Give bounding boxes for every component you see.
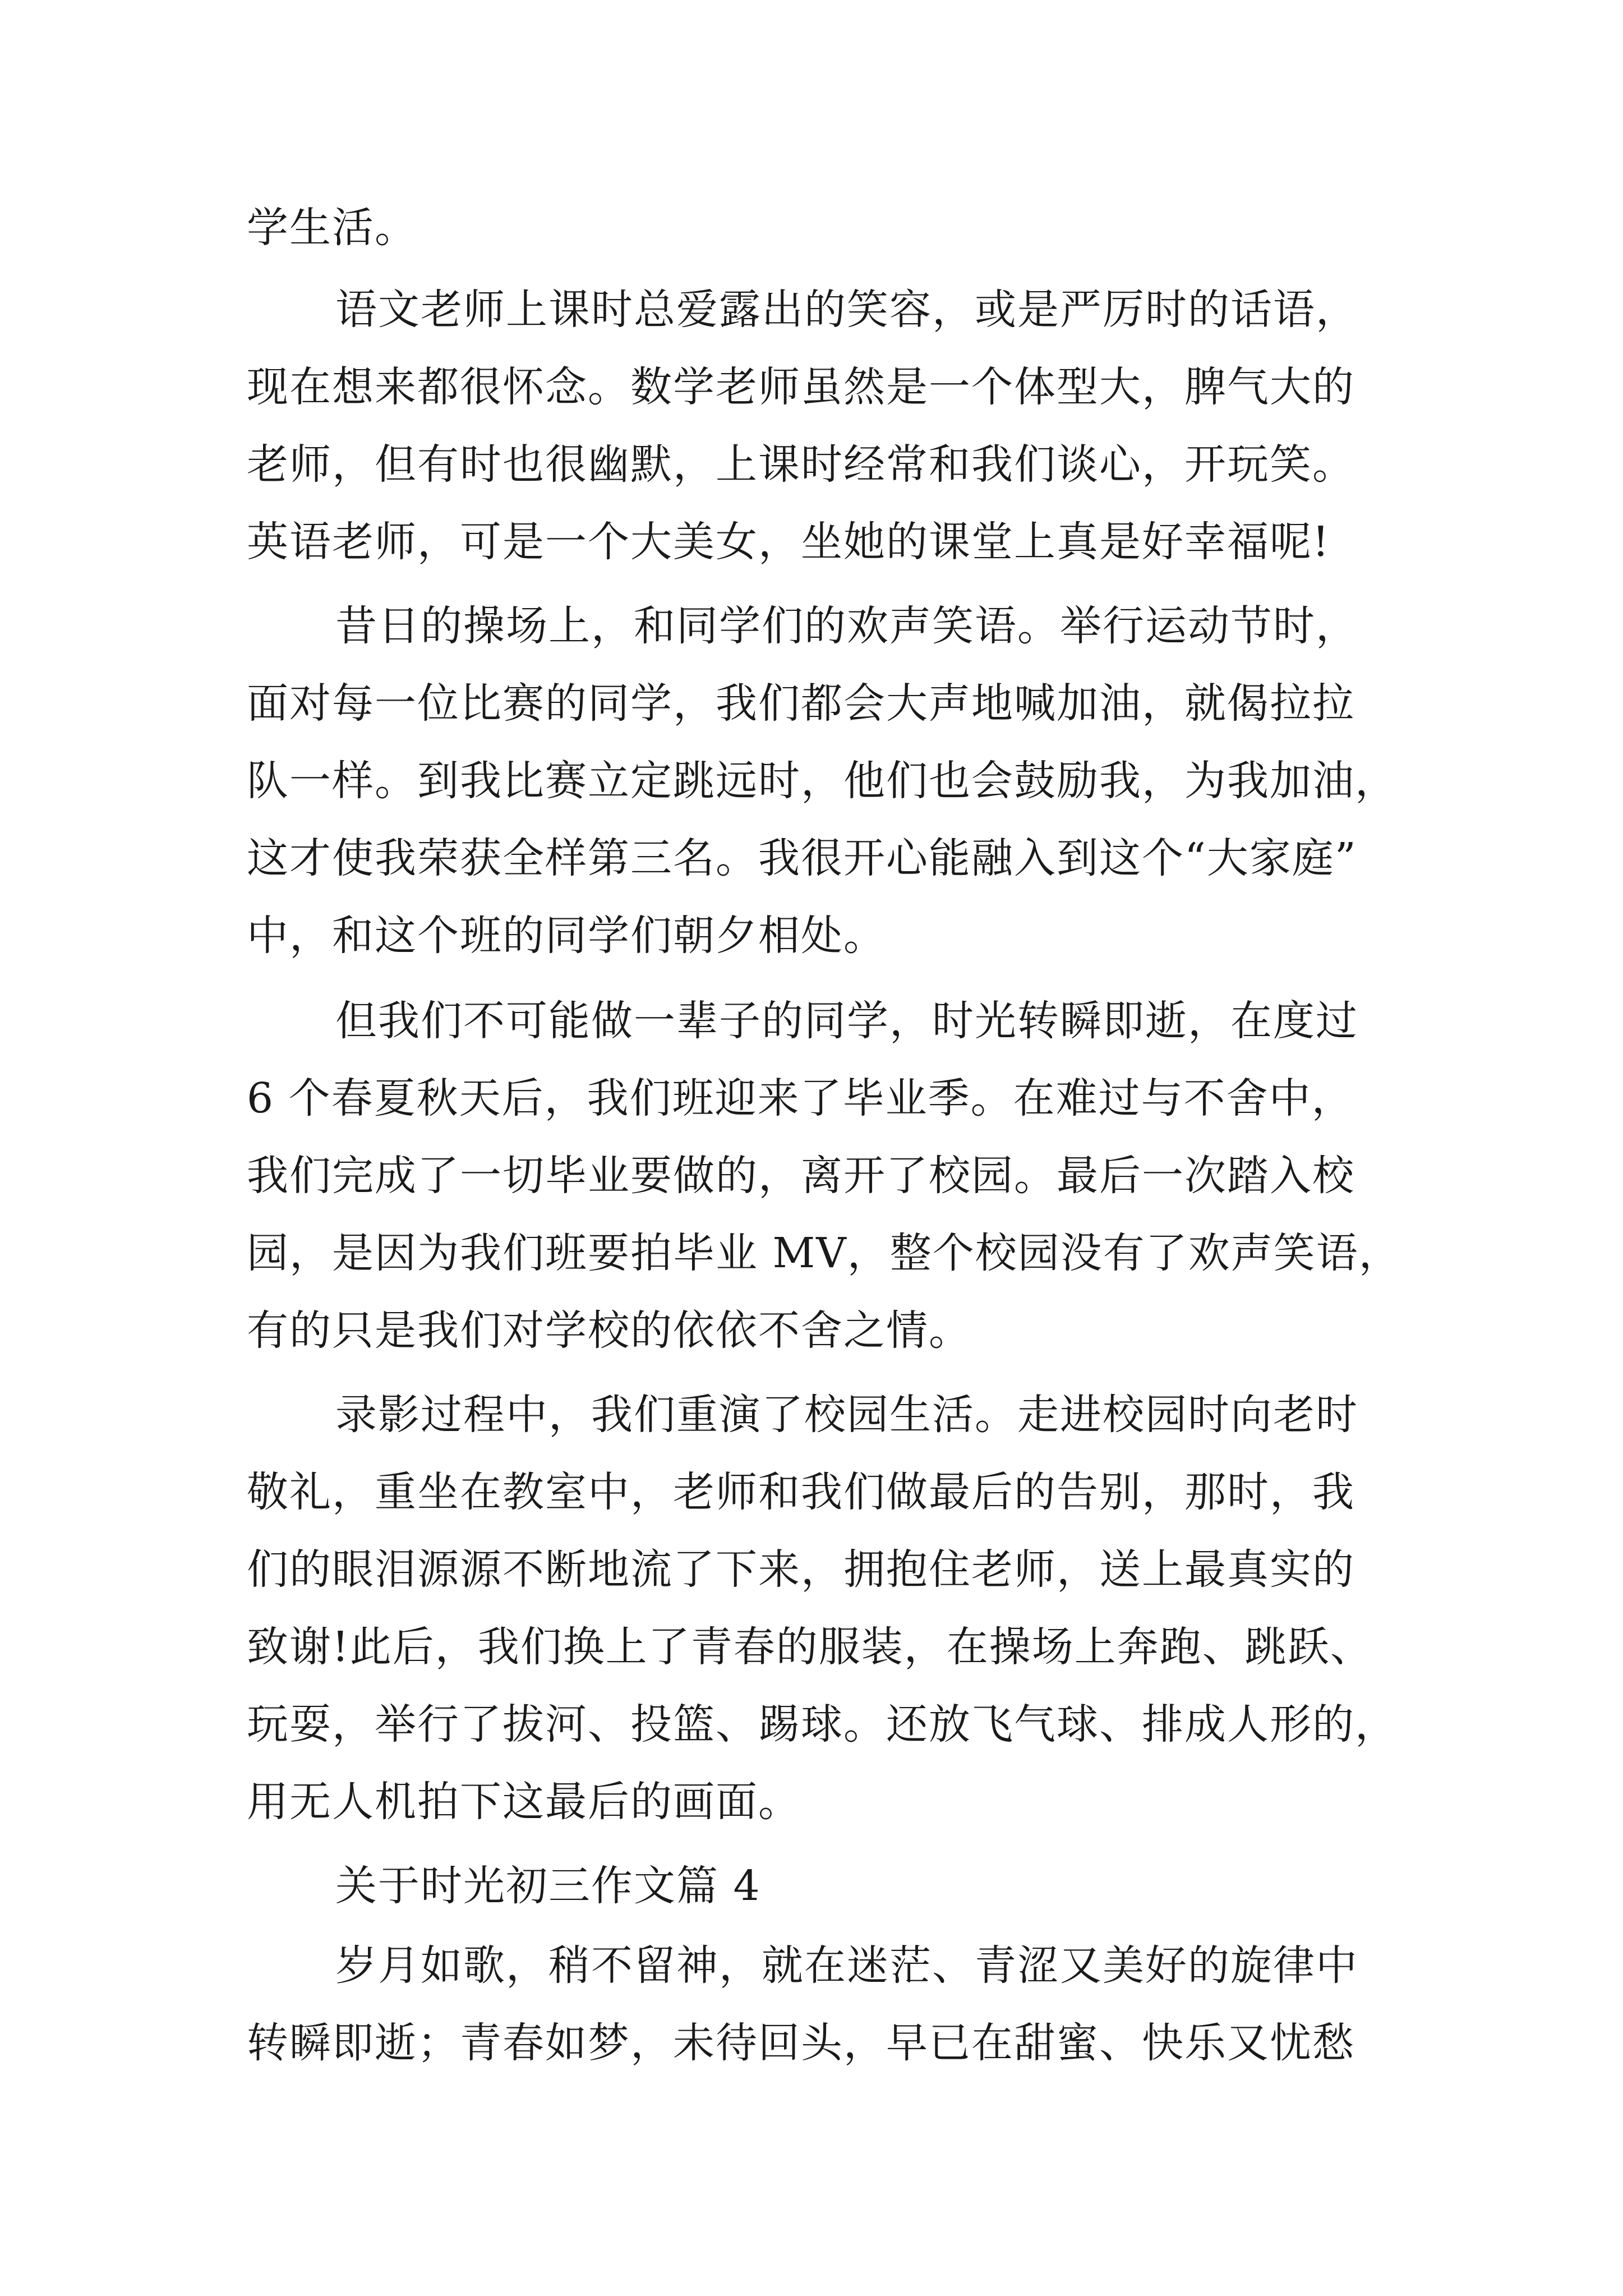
text-line: 转瞬即逝；青春如梦，未待回头，早已在甜蜜、快乐又忧愁 (247, 2019, 1355, 2067)
text-line: 我们完成了一切毕业要做的，离开了校园。最后一次踏入校 (247, 1152, 1355, 1200)
text-line: 现在想来都很怀念。数学老师虽然是一个体型大，脾气大的 (247, 363, 1355, 411)
text-line: 园，是因为我们班要拍毕业 MV，整个校园没有了欢声笑语， (247, 1229, 1401, 1277)
paragraph-start: 岁月如歌，稍不留神，就在迷茫、青涩又美好的旋律中 (335, 1941, 1358, 1990)
text-line: 6 个春夏秋天后，我们班迎来了毕业季。在难过与不舍中， (247, 1074, 1354, 1122)
text-line: 学生活。 (247, 204, 417, 252)
text-line: 老师，但有时也很幽默，上课时经常和我们谈心，开玩笑。 (247, 440, 1355, 489)
text-line: 英语老师，可是一个大美女，坐她的课堂上真是好幸福呢! (247, 518, 1330, 566)
paragraph-start: 录影过程中，我们重演了校园生活。走进校园时向老时 (335, 1391, 1358, 1439)
text-line: 中，和这个班的同学们朝夕相处。 (247, 912, 886, 960)
text-line: 玩耍，举行了拔河、投篮、踢球。还放飞气球、排成人形的， (247, 1700, 1398, 1749)
paragraph-start: 昔日的操场上，和同学们的欢声笑语。举行运动节时， (335, 602, 1358, 650)
paragraph-start: 语文老师上课时总爱露出的笑容，或是严厉时的话语， (335, 286, 1358, 334)
text-line: 面对每一位比赛的同学，我们都会大声地喊加油，就偈拉拉 (247, 679, 1355, 728)
text-line: 用无人机拍下这最后的画面。 (247, 1778, 801, 1826)
text-line: 队一样。到我比赛立定跳远时，他们也会鼓励我，为我加油， (247, 757, 1398, 805)
section-heading: 关于时光初三作文篇 4 (335, 1862, 761, 1910)
text-line: 们的眼泪源源不断地流了下来，拥抱住老师，送上最真实的 (247, 1545, 1355, 1594)
paragraph-start: 但我们不可能做一辈子的同学，时光转瞬即逝，在度过 (335, 997, 1358, 1045)
text-line: 有的只是我们对学校的依依不舍之情。 (247, 1306, 971, 1355)
text-line: 敬礼，重坐在教室中，老师和我们做最后的告别，那时，我 (247, 1468, 1355, 1516)
text-line: 这才使我荣获全样第三名。我很开心能融入到这个“大家庭” (247, 834, 1357, 882)
text-line: 致谢!此后，我们换上了青春的服装，在操场上奔跑、跳跃、 (247, 1623, 1373, 1671)
